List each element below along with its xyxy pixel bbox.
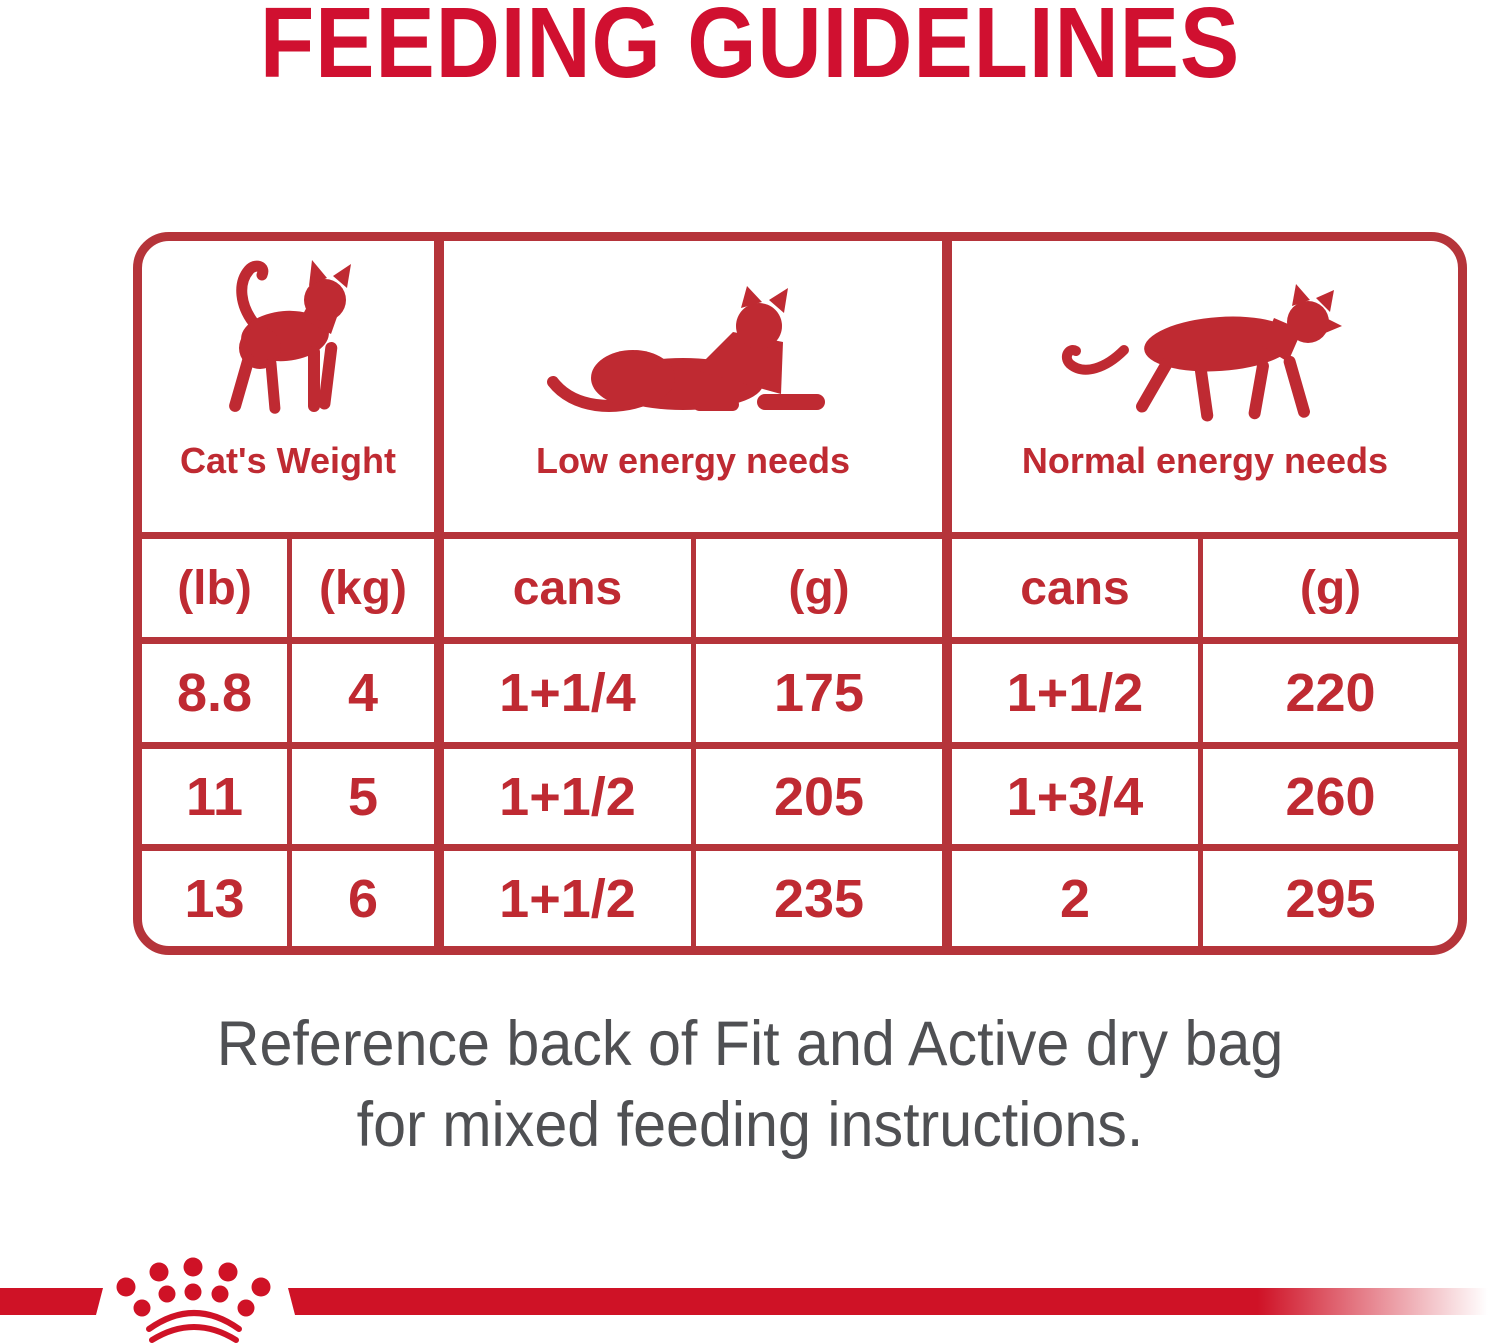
footer-red-bar-right — [288, 1288, 1500, 1315]
subheader-low-g: (g) — [696, 532, 952, 637]
table-cell: 6 — [292, 844, 444, 946]
column-header-label: Normal energy needs — [1021, 440, 1389, 481]
table-cell: 1+1/2 — [952, 637, 1203, 742]
footer-red-bar-left — [0, 1288, 103, 1315]
table-cell: 2 — [952, 844, 1203, 946]
table-cell: 1+1/2 — [444, 742, 696, 844]
table-cell: 8.8 — [142, 637, 292, 742]
note-line-2: for mixed feeding instructions. — [356, 1089, 1144, 1160]
table-cell: 295 — [1203, 844, 1458, 946]
page-title: FEEDING GUIDELINES — [259, 0, 1241, 99]
royal-canin-crown-logo — [100, 1252, 290, 1344]
table-cell: 1+3/4 — [952, 742, 1203, 844]
subheader-kg: (kg) — [292, 532, 444, 637]
table-cell: 260 — [1203, 742, 1458, 844]
column-header-cats-weight — [142, 241, 444, 532]
walking-cat-icon — [1060, 284, 1350, 424]
table-cell: 235 — [696, 844, 952, 946]
table-cell: 11 — [142, 742, 292, 844]
table-cell: 5 — [292, 742, 444, 844]
standing-cat-icon — [213, 256, 363, 424]
subheader-normal-cans: cans — [952, 532, 1203, 637]
subheader-low-cans: cans — [444, 532, 696, 637]
subheader-normal-g: (g) — [1203, 532, 1458, 637]
table-cell: 205 — [696, 742, 952, 844]
mixed-feeding-note — [45, 1004, 1455, 1165]
table-cell: 1+1/2 — [444, 844, 696, 946]
feeding-guidelines-table — [133, 232, 1467, 955]
column-header-label: Cat's Weight — [180, 440, 396, 481]
note-line-1: Reference back of Fit and Active dry bag — [216, 1009, 1284, 1079]
column-header-normal-energy — [952, 241, 1458, 532]
column-header-low-energy — [444, 241, 952, 532]
table-cell: 13 — [142, 844, 292, 946]
table-cell: 175 — [696, 637, 952, 742]
lying-cat-icon — [543, 286, 843, 424]
subheader-lb: (lb) — [142, 532, 292, 637]
column-header-label: Low energy needs — [535, 440, 851, 481]
table-cell: 220 — [1203, 637, 1458, 742]
table-cell: 4 — [292, 637, 444, 742]
table-cell: 1+1/4 — [444, 637, 696, 742]
